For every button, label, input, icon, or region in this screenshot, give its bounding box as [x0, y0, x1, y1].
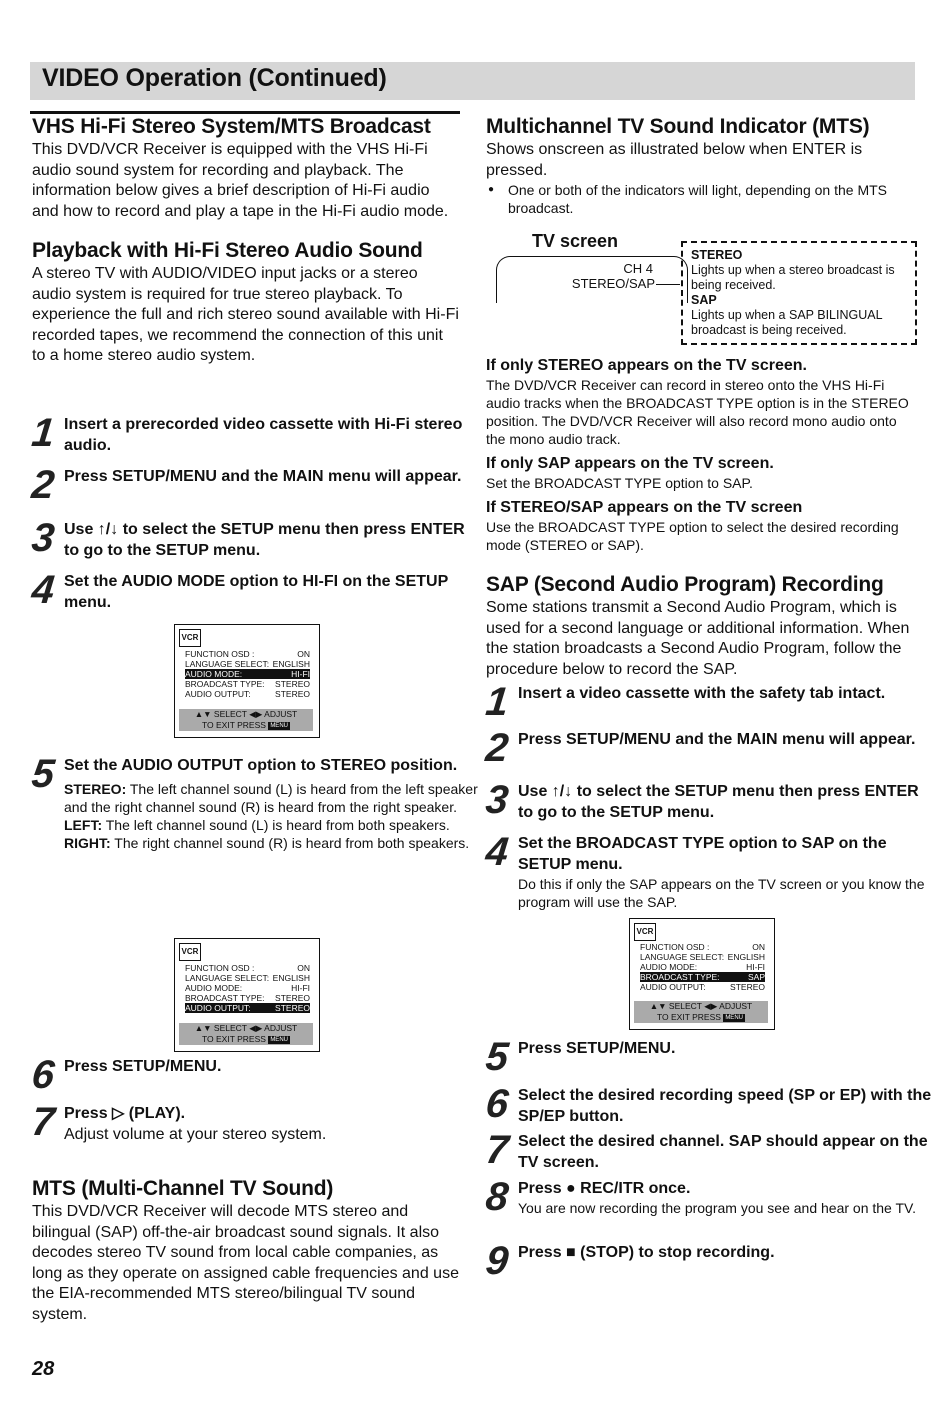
- osd-screen-audio-output: [174, 938, 320, 1052]
- step-number: 7: [29, 1100, 57, 1144]
- step-text: Set the BROADCAST TYPE option to SAP on the SETUP menu.: [518, 835, 887, 873]
- if-stereo-heading: If only STEREO appears on the TV screen.: [486, 357, 807, 374]
- if-both-heading: If STEREO/SAP appears on the TV screen: [486, 499, 803, 516]
- step-number: 1: [29, 411, 57, 455]
- page-number: 28: [32, 1358, 55, 1380]
- right-step-7: [483, 1128, 943, 1173]
- step-text: Select the desired recording speed (SP or EP) with the SP/EP button.: [518, 1087, 932, 1125]
- if-sap-heading: If only SAP appears on the TV screen.: [486, 455, 774, 472]
- mts-indicator-heading: Multichannel TV Sound Indicator (MTS): [486, 115, 870, 138]
- step-text: Press SETUP/MENU and the MAIN menu will appear.: [518, 731, 916, 748]
- osd-row-highlighted: AUDIO MODE: HI-FI: [185, 669, 310, 679]
- step-subtext: Adjust volume at your stereo system.: [64, 1126, 327, 1143]
- left-step-3: [29, 516, 479, 561]
- left-step-1: [29, 411, 479, 456]
- step-number: 9: [483, 1239, 511, 1283]
- playback-heading: Playback with Hi-Fi Stereo Audio Sound: [32, 239, 423, 262]
- mts-indicator-body: Shows onscreen as illustrated below when ENTER is pressed.: [486, 141, 863, 179]
- osd-row: AUDIO MODE: HI-FI: [640, 962, 765, 972]
- vhs-body: This DVD/VCR Receiver is equipped with the VHS Hi-Fi audio sound system for recording and playback. The information below gives a brief description of Hi-Fi audio and how to record and play a tape in the Hi-Fi audio mode.: [32, 141, 449, 220]
- left-step-2: [29, 463, 479, 507]
- right-step-8: [483, 1175, 943, 1219]
- left-step-6: [29, 1053, 479, 1097]
- right-column: [486, 114, 916, 217]
- step5-detail: STEREO: The left channel sound (L) is heard from the left speaker and the right channel sound (R) is heard from the right speaker. LEFT: The left channel sound (L) is heard from both speakers. RIGHT: The right channel sound (R) is heard from both speakers.: [64, 781, 478, 851]
- step-number: 8: [483, 1175, 511, 1219]
- step-number: 1: [483, 680, 511, 724]
- if-stereo-section: [486, 356, 914, 554]
- step-number: 4: [483, 830, 511, 874]
- step-text: Press ● REC/ITR once.: [518, 1180, 691, 1197]
- step-text: Press SETUP/MENU.: [518, 1040, 676, 1057]
- left-step-4: [29, 568, 479, 613]
- osd-row: BROADCAST TYPE: STEREO: [185, 679, 310, 689]
- osd-screen-broadcast-type: [629, 918, 775, 1030]
- vcr-logo-icon: VCR: [179, 629, 201, 647]
- osd-screen-audio-mode: [174, 624, 320, 738]
- indicator-legend-box: STEREO Lights up when a stereo broadcast is being received. SAP Lights up when a SAP BILINGUAL broadcast is being received.: [681, 241, 917, 345]
- step-text: Press SETUP/MENU.: [64, 1058, 222, 1075]
- playback-body: A stereo TV with AUDIO/VIDEO input jacks or a stereo audio system is required for true stereo playback. To experience the full and rich stereo sound available with Hi-Fi recorded tapes, we recommend the connection of this unit to a home stereo audio system.: [32, 265, 459, 364]
- step-number: 4: [29, 568, 57, 612]
- if-stereo-text: The DVD/VCR Receiver can record in stereo onto the VHS Hi-Fi audio tracks when the BROADCAST TYPE option is in the STEREO position. The DVD/VCR Receiver will also record mono audio onto the mono audio track.: [486, 377, 909, 447]
- step-text: Press ■ (STOP) to stop recording.: [518, 1244, 775, 1261]
- mts-section: [32, 1176, 460, 1325]
- osd-footer: ▲▼ SELECT ◀▶ ADJUST TO EXIT PRESS MENU: [179, 709, 313, 731]
- vhs-heading: VHS Hi-Fi Stereo System/MTS Broadcast: [32, 115, 431, 138]
- osd-row-highlighted: AUDIO OUTPUT: STEREO: [185, 1003, 310, 1013]
- osd-row: LANGUAGE SELECT: ENGLISH: [185, 659, 310, 669]
- if-sap-text: Set the BROADCAST TYPE option to SAP.: [486, 475, 753, 491]
- step-number: 2: [29, 463, 57, 507]
- step-number: 3: [29, 516, 57, 560]
- mts-indicator-bullet: ● One or both of the indicators will light, depending on the MTS broadcast.: [486, 181, 916, 217]
- left-column: [32, 114, 460, 367]
- step-text: Insert a prerecorded video cassette with Hi-Fi stereo audio.: [64, 416, 463, 454]
- sap-section: [486, 572, 916, 680]
- step-number: 6: [483, 1082, 511, 1126]
- right-step-9: [483, 1239, 943, 1283]
- step-number: 5: [29, 752, 57, 796]
- step-number: 2: [483, 726, 511, 770]
- right-step-4: [483, 830, 938, 911]
- step-text: Select the desired channel. SAP should appear on the TV screen.: [518, 1133, 928, 1171]
- page-title: VIDEO Operation (Continued): [42, 64, 387, 92]
- osd-row: FUNCTION OSD : ON: [640, 942, 765, 952]
- mts-body: This DVD/VCR Receiver will decode MTS stereo and bilingual (SAP) off-the-air broadcast sound signals. It also decodes stereo TV sound from local cable companies, as long as they operate on assigned cable frequencies and use the EIA-recommended MTS stereo/bilingual TV sound system.: [32, 1203, 459, 1323]
- left-step-7: [29, 1100, 479, 1145]
- osd-row: AUDIO OUTPUT: STEREO: [185, 689, 310, 699]
- step-subtext: You are now recording the program you see and hear on the TV.: [518, 1200, 916, 1216]
- tv-channel: CH 4: [623, 261, 653, 276]
- left-step-5: [29, 752, 492, 852]
- osd-row: FUNCTION OSD : ON: [185, 963, 310, 973]
- page-header: [30, 62, 915, 100]
- right-step-6: [483, 1082, 938, 1127]
- vcr-logo-icon: VCR: [634, 923, 656, 941]
- osd-row: AUDIO MODE: HI-FI: [185, 983, 310, 993]
- if-both-text: Use the BROADCAST TYPE option to select the desired recording mode (STEREO or SAP).: [486, 519, 899, 553]
- step-text: Insert a video cassette with the safety tab intact.: [518, 685, 886, 702]
- right-step-5: [483, 1035, 938, 1079]
- step-text: Use ↑/↓ to select the SETUP menu then press ENTER to go to the SETUP menu.: [64, 521, 465, 559]
- osd-row: FUNCTION OSD : ON: [185, 649, 310, 659]
- step-text: Press SETUP/MENU and the MAIN menu will appear.: [64, 468, 462, 485]
- step-text: Press ▷ (PLAY).: [64, 1105, 186, 1122]
- step-number: 6: [29, 1053, 57, 1097]
- step-text: Set the AUDIO OUTPUT option to STEREO position.: [64, 757, 458, 774]
- osd-row: AUDIO OUTPUT: STEREO: [640, 982, 765, 992]
- osd-footer: ▲▼ SELECT ◀▶ ADJUST TO EXIT PRESS MENU: [634, 1001, 768, 1023]
- osd-footer: ▲▼ SELECT ◀▶ ADJUST TO EXIT PRESS MENU: [179, 1023, 313, 1045]
- step-text: Use ↑/↓ to select the SETUP menu then press ENTER to go to the SETUP menu.: [518, 783, 919, 821]
- step-number: 5: [483, 1035, 511, 1079]
- step-text: Set the AUDIO MODE option to HI-FI on the SETUP menu.: [64, 573, 448, 611]
- sap-heading: SAP (Second Audio Program) Recording: [486, 573, 884, 596]
- right-step-2: [483, 726, 938, 770]
- sap-body: Some stations transmit a Second Audio Program, which is used for a second language or additional information. When the station broadcasts a Second Audio Program, follow the procedure below to record the SAP.: [486, 599, 910, 678]
- tv-stereo-sap: STEREO/SAP: [571, 276, 655, 291]
- tv-screen-label: TV screen: [532, 231, 619, 251]
- right-step-1: [483, 680, 948, 724]
- osd-row: LANGUAGE SELECT: ENGLISH: [640, 952, 765, 962]
- mts-heading: MTS (Multi-Channel TV Sound): [32, 1177, 334, 1200]
- step-number: 3: [483, 778, 511, 822]
- osd-row: LANGUAGE SELECT: ENGLISH: [185, 973, 310, 983]
- right-step-3: [483, 778, 938, 823]
- vcr-logo-icon: VCR: [179, 943, 201, 961]
- step-number: 7: [483, 1128, 511, 1172]
- step-subtext: Do this if only the SAP appears on the TV screen or you know the program will use the SAP.: [518, 876, 925, 910]
- osd-row-highlighted: BROADCAST TYPE: SAP: [640, 972, 765, 982]
- osd-row: BROADCAST TYPE: STEREO: [185, 993, 310, 1003]
- tv-pointer-line: [656, 284, 680, 285]
